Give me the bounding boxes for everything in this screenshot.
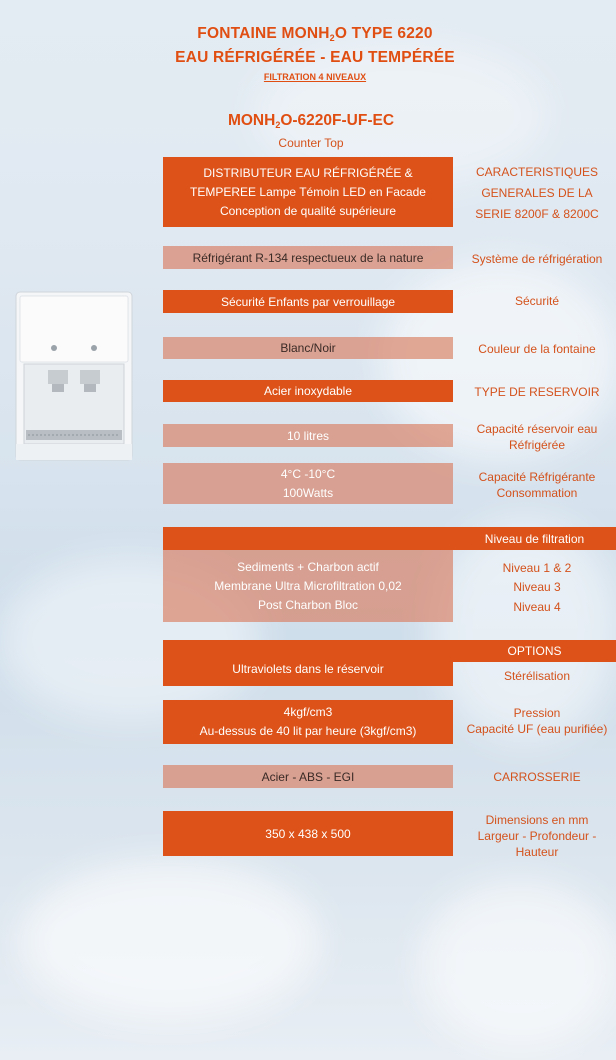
intro-line-2: TEMPEREE Lampe Témoin LED en Facade (190, 184, 426, 199)
filtration-value-1: Sediments + Charbon actif (237, 559, 379, 574)
intro-line-3: Conception de qualité supérieure (219, 203, 397, 218)
capacity-label-2: Réfrigérée (508, 438, 566, 452)
dimensions-label-3: Hauteur (515, 845, 559, 859)
intro-line-1: DISTRIBUTEUR EAU RÉFRIGÉRÉE & (203, 165, 413, 180)
dimensions-box (163, 811, 453, 856)
cooling-label (458, 469, 616, 501)
filtration-link[interactable]: FILTRATION 4 NIVEAUX (263, 72, 367, 82)
cooling-label-1: Capacité Réfrigérante (478, 470, 596, 484)
intro-label-2: GENERALES DE LA (481, 185, 593, 200)
security-box (163, 290, 453, 313)
tank-value: Acier inoxydable (263, 384, 353, 398)
intro-label (458, 162, 616, 224)
pressure-value-1: 4kgf/cm3 (283, 705, 333, 719)
filtration-band: Niveau de filtration (453, 527, 616, 550)
refrigeration-label: Système de réfrigération (471, 252, 603, 266)
title-subscript: 2 (329, 33, 335, 43)
model-subscript: 2 (275, 120, 281, 130)
filtration-value-3: Post Charbon Bloc (257, 597, 359, 612)
model-name (0, 112, 616, 130)
dimensions-value: 350 x 438 x 500 (265, 826, 351, 841)
capacity-box (163, 424, 453, 447)
dimensions-label-1: Dimensions en mm (485, 813, 589, 827)
model-subtitle: Counter Top (278, 136, 344, 150)
filtration-level-1-2: Niveau 1 & 2 (502, 560, 572, 575)
title-part2: O TYPE 6220 (334, 25, 433, 42)
filtration-level-4: Niveau 4 (513, 599, 561, 614)
title-part1: FONTAINE MONH (197, 25, 330, 42)
body-box (163, 765, 453, 788)
capacity-label (458, 421, 616, 453)
options-box (163, 640, 453, 686)
cooling-value-1: 4°C -10°C (280, 466, 336, 481)
page-title (0, 24, 616, 67)
security-label: Sécurité (514, 294, 560, 308)
model-part2: O-6220F-UF-EC (280, 112, 395, 129)
options-label: Stérélisation (503, 669, 571, 683)
filtration-header-strip (163, 527, 453, 550)
refrigerant-value: Réfrigérant R-134 respectueux de la nature (192, 250, 424, 265)
capacity-value: 10 litres (286, 428, 330, 443)
pressure-label (458, 705, 616, 737)
filtration-box (163, 550, 453, 622)
tank-box (163, 380, 453, 402)
dimensions-label-2: Largeur - Profondeur - (477, 829, 597, 843)
refrigerant-box (163, 246, 453, 269)
color-value: Blanc/Noir (280, 341, 336, 355)
cooling-label-2: Consommation (496, 486, 578, 500)
pressure-box (163, 700, 453, 744)
tank-label: TYPE DE RESERVOIR (474, 385, 600, 399)
body-value: Acier - ABS - EGI (261, 769, 355, 784)
dimensions-label (458, 812, 616, 860)
model-part1: MONH (227, 112, 276, 129)
color-label: Couleur de la fontaine (478, 342, 596, 356)
body-label: CARROSSERIE (493, 770, 581, 784)
intro-box (163, 157, 453, 227)
filtration-level-3: Niveau 3 (513, 580, 561, 595)
intro-label-3: SERIE 8200F & 8200C (475, 206, 599, 221)
options-band: OPTIONS (453, 640, 616, 662)
pressure-label-1: Pression (513, 706, 561, 720)
filtration-value-2: Membrane Ultra Microfiltration 0,02 (214, 578, 402, 593)
color-box (163, 337, 453, 359)
pressure-label-2: Capacité UF (eau purifiée) (466, 722, 608, 736)
filtration-label (458, 557, 616, 619)
security-value: Sécurité Enfants par verrouillage (220, 294, 396, 309)
water-fountain-image (14, 290, 134, 462)
pressure-value-2: Au-dessus de 40 lit par heure (3kgf/cm3) (199, 724, 417, 738)
cooling-value-2: 100Watts (282, 485, 334, 500)
intro-label-1: CARACTERISTIQUES (475, 164, 598, 179)
title-line2: EAU RÉFRIGÉRÉE - EAU TEMPÉRÉE (175, 49, 455, 66)
cooling-box (163, 463, 453, 504)
options-value: Ultraviolets dans le réservoir (232, 662, 384, 676)
capacity-label-1: Capacité réservoir eau (476, 422, 598, 436)
